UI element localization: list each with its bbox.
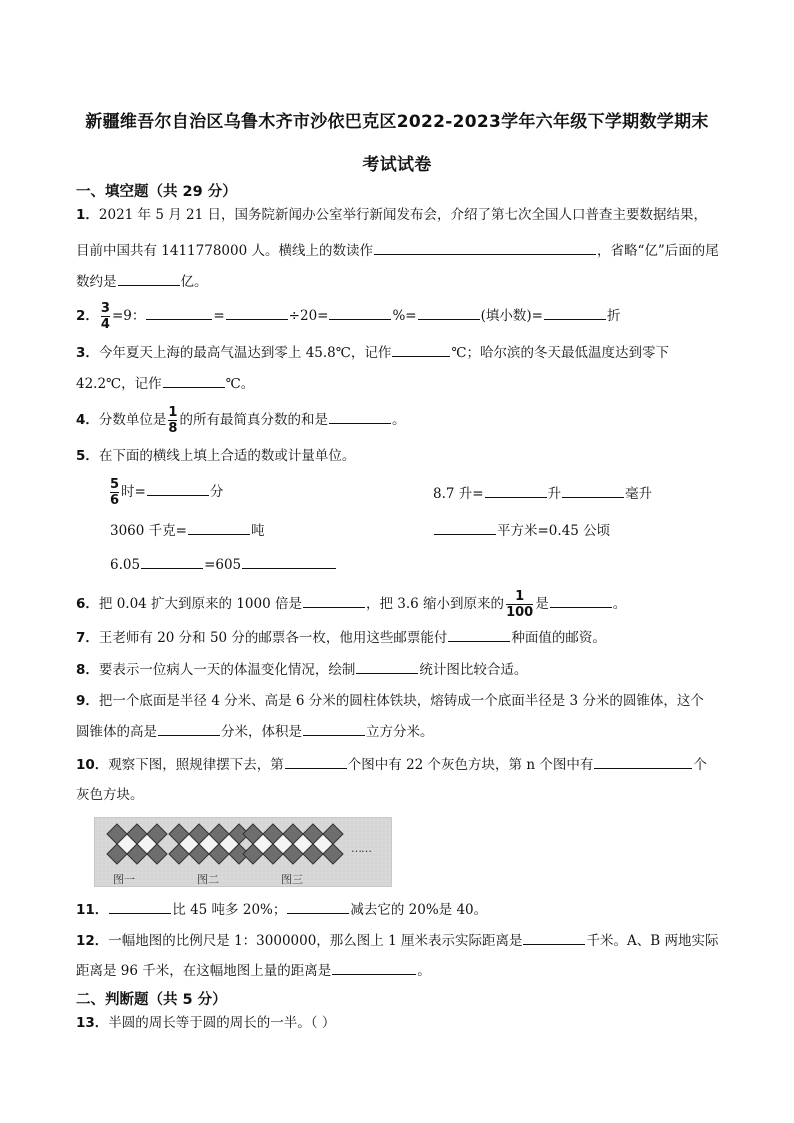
fraction: $\frac{3}{4}$ (100, 301, 110, 332)
figure-caption-1: 图一 (113, 873, 135, 886)
question-12-line2: 距离是 96 千米，在这幅地图上量的距离是 。 (76, 960, 431, 981)
question-6: 6．把 0.04 扩大到原来的 1000 倍是 ，把 3.6 缩小到原来的 $\frac{1}{100}$ 是 。 (76, 589, 627, 620)
fraction: $\frac{1}{8}$ (168, 405, 178, 436)
question-9-line1: 9．把一个底面是半径 4 分米、高是 6 分米的圆柱体铁块，熔铸成一个底面半径是 3 分米的圆锥体，这个 (76, 693, 704, 709)
question-8: 8．要表示一位病人一天的体温变化情况，绘制 统计图比较合适。 (76, 659, 527, 680)
answer-blank[interactable] (118, 271, 180, 286)
question-number: 9． (76, 693, 99, 709)
answer-blank[interactable] (544, 305, 606, 320)
answer-blank[interactable] (418, 305, 480, 320)
question-number: 1． (76, 207, 99, 223)
question-1-line1 (76, 205, 707, 225)
answer-blank[interactable] (562, 483, 624, 498)
answer-blank[interactable] (141, 554, 203, 569)
question-5-item-liters: 8.7 升= 升 毫升 (433, 483, 652, 504)
question-3-line1: 3．今年夏天上海的最高气温达到零上 45.8℃，记作 ℃；哈尔滨的冬天最低温度达到零下 (76, 342, 669, 363)
question-5-item-605: 6.05 =605 (110, 554, 337, 575)
answer-blank[interactable] (287, 899, 349, 914)
fraction: $\frac{1}{100}$ (506, 589, 534, 620)
question-11: 11． 比 45 吨多 20%； 减去它的 20%是 40。 (76, 899, 487, 920)
question-text: ，省略“亿”后面的尾 (596, 243, 719, 259)
answer-blank[interactable] (147, 481, 209, 496)
question-1-line3 (76, 271, 208, 292)
answer-blank[interactable] (329, 305, 391, 320)
answer-blank[interactable] (303, 593, 365, 608)
answer-blank[interactable] (109, 899, 171, 914)
question-text: 目前中国共有 1411778000 人。横线上的数读作 (76, 243, 373, 259)
question-10-line1: 10．观察下图，照规律摆下去，第 个图中有 22 个灰色方块，第 n 个图中有 个 (76, 754, 707, 775)
fraction: $\frac{5}{6}$ (110, 477, 120, 508)
question-number: 10． (76, 757, 109, 773)
question-4: 4．分数单位是 $\frac{1}{8}$ 的所有最简真分数的和是 。 (76, 405, 406, 436)
question-number: 3． (76, 345, 99, 361)
answer-blank[interactable] (163, 373, 225, 388)
question-number: 4． (76, 412, 99, 428)
answer-blank[interactable] (158, 721, 220, 736)
section-true-false-heading: 二、判断题（共 5 分） (76, 992, 227, 1008)
question-5: 5．在下面的横线上填上合适的数或计量单位。 (76, 448, 356, 464)
exam-title-line1: 新疆维吾尔自治区乌鲁木齐市沙依巴克区2022-2023学年六年级下学期数学期末 (85, 112, 709, 132)
answer-blank[interactable] (356, 659, 418, 674)
question-number: 12． (76, 933, 109, 949)
question-5-item-hours: $\frac{5}{6}$ 时= 分 (110, 477, 224, 508)
answer-blank[interactable] (188, 520, 250, 535)
pattern-figure-svg (95, 818, 391, 886)
continuation-dots: …… (351, 842, 371, 855)
question-1-line2 (76, 240, 719, 261)
question-text: 数约是 (76, 274, 117, 290)
answer-blank[interactable] (285, 754, 347, 769)
question-number: 7． (76, 630, 99, 646)
figure-caption-3: 图三 (281, 873, 303, 886)
answer-blank[interactable] (392, 342, 450, 357)
answer-blank[interactable] (434, 520, 496, 535)
answer-blank[interactable] (594, 754, 692, 769)
question-number: 11． (76, 902, 109, 918)
answer-blank[interactable] (329, 409, 391, 424)
question-7: 7．王老师有 20 分和 50 分的邮票各一枚，他用这些邮票能付 种面值的邮资。 (76, 627, 606, 648)
answer-blank[interactable] (374, 240, 596, 255)
question-12-line1: 12．一幅地图的比例尺是 1：3000000，那么图上 1 厘米表示实际距离是 千米。A、B 两地实际 (76, 930, 718, 951)
question-number: 8． (76, 662, 99, 678)
question-13 (76, 1013, 335, 1033)
answer-blank[interactable] (146, 305, 212, 320)
answer-blank[interactable] (226, 305, 288, 320)
question-number: 5． (76, 448, 99, 464)
question-number: 6． (76, 596, 99, 612)
question-2: 2． $\frac{3}{4}$ =9： = ÷20= %= (填小数)= 折 (76, 301, 621, 332)
question-5-item-kg: 3060 千克= 吨 (110, 520, 264, 541)
question-5-item-area: 平方米=0.45 公顷 (433, 520, 610, 541)
question-text: 2021 年 5 月 21 日，国务院新闻办公室举行新闻发布会，介绍了第七次全国人口普查主要数据结果， (98, 207, 707, 223)
question-number: 2． (76, 308, 99, 324)
answer-blank[interactable] (448, 627, 510, 642)
question-10-line2: 灰色方块。 (76, 787, 144, 803)
pattern-figure (94, 817, 392, 887)
answer-blank[interactable] (485, 483, 547, 498)
question-number: 13． (76, 1015, 109, 1031)
question-9-line2: 圆锥体的高是 分米，体积是 立方分米。 (76, 721, 434, 742)
exam-title-line2: 考试试卷 (362, 155, 432, 175)
answer-blank[interactable] (242, 554, 336, 569)
answer-blank[interactable] (303, 721, 365, 736)
figure-caption-2: 图二 (197, 873, 219, 886)
answer-blank[interactable] (332, 960, 416, 975)
section-fill-in-heading: 一、填空题（共 29 分） (76, 184, 237, 200)
answer-blank[interactable] (523, 930, 585, 945)
question-text: 亿。 (180, 274, 208, 290)
question-3-line2: 42.2℃，记作 ℃。 (76, 373, 254, 394)
question-text[interactable]: 半圆的周长等于圆的周长的一半。（ ） (108, 1015, 336, 1031)
answer-blank[interactable] (550, 593, 612, 608)
